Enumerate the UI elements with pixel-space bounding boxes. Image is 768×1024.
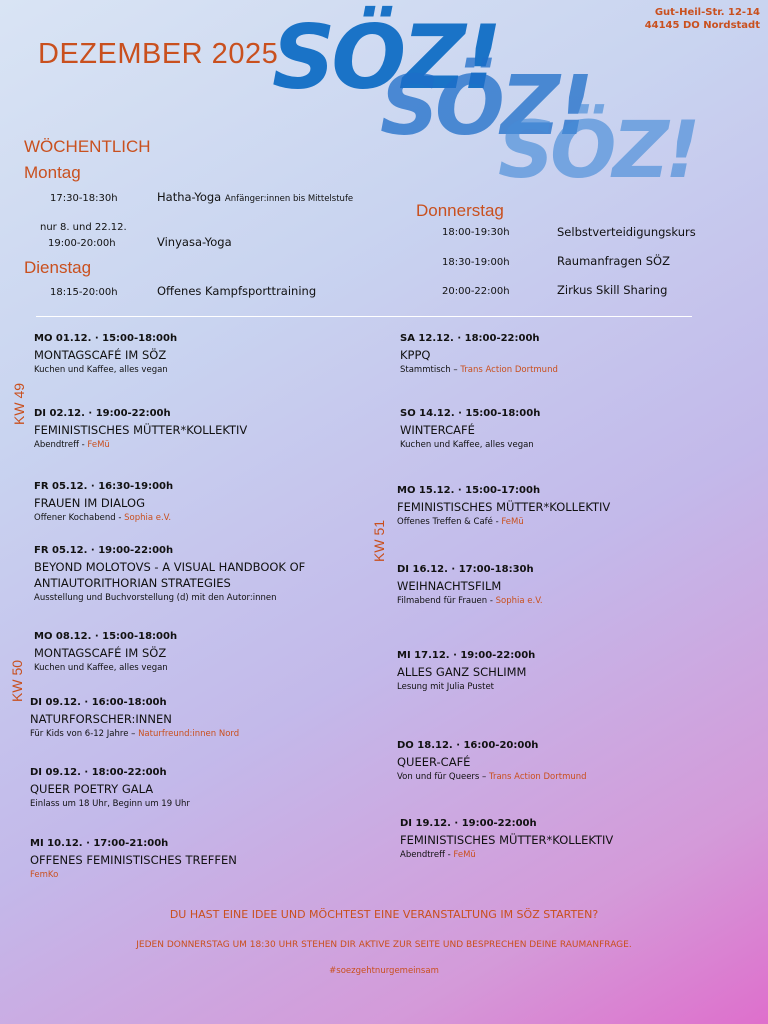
- event-head: DI 16.12. · 17:00-18:30h: [397, 564, 534, 575]
- weekly-heading: WÖCHENTLICH: [24, 137, 151, 156]
- event-right-7: [400, 818, 740, 860]
- hashtag: #soezgehtnurgemeinsam: [329, 966, 439, 976]
- event-title: WEIHNACHTSFILM: [397, 579, 502, 593]
- event-head: SO 14.12. · 15:00-18:00h: [400, 408, 541, 419]
- tuesday-title-1: Offenes Kampfsporttraining: [157, 284, 317, 298]
- event-sub: Abendtreff - FeMü: [34, 440, 110, 450]
- thursday-time-1: 18:00-19:30h: [442, 227, 510, 238]
- event-sub: Stammtisch – Trans Action Dortmund: [400, 365, 558, 375]
- kw-50-label: KW 50: [9, 659, 25, 702]
- event-title: ALLES GANZ SCHLIMM: [397, 665, 527, 679]
- event-head: DI 09.12. · 16:00-18:00h: [30, 697, 167, 708]
- event-sub: Kuchen und Kaffee, alles vegan: [34, 365, 168, 375]
- event-right-6: [397, 740, 737, 782]
- thursday-label: Donnerstag: [416, 201, 504, 220]
- thursday-time-2: 18:30-19:00h: [442, 257, 510, 268]
- event-head: MO 15.12. · 15:00-17:00h: [397, 485, 541, 496]
- address: [645, 6, 760, 32]
- event-title: QUEER POETRY GALA: [30, 782, 154, 796]
- event-title: NATURFORSCHER:INNEN: [30, 712, 172, 726]
- monday-label: Montag: [24, 163, 81, 182]
- event-title: OFFENES FEMINISTISCHES TREFFEN: [30, 853, 237, 867]
- event-head: FR 05.12. · 16:30-19:00h: [34, 481, 174, 492]
- event-right-3: [397, 485, 737, 527]
- event-left-5: [34, 631, 374, 673]
- event-sub: Lesung mit Julia Pustet: [397, 682, 495, 692]
- soz-logo-2: SÖZ!: [380, 59, 590, 154]
- event-head: SA 12.12. · 18:00-22:00h: [400, 333, 540, 344]
- page-title: DEZEMBER 2025: [38, 38, 279, 70]
- event-title: BEYOND MOLOTOVS - A VISUAL HANDBOOK OF ANTIAUTORITHORIAN STRATEGIES: [34, 560, 306, 590]
- event-sub: Kuchen und Kaffee, alles vegan: [400, 440, 534, 450]
- event-head: MO 08.12. · 15:00-18:00h: [34, 631, 178, 642]
- event-sub: Für Kids von 6-12 Jahre – Naturfreund:innen Nord: [30, 729, 240, 739]
- event-sub: Offenes Treffen & Café - FeMü: [397, 517, 524, 527]
- kw-49-label: KW 49: [11, 382, 27, 425]
- event-right-2: [400, 408, 740, 450]
- event-title: WINTERCAFÉ: [400, 423, 475, 437]
- event-left-7: [30, 767, 370, 809]
- event-left-2: [34, 408, 374, 450]
- event-head: FR 05.12. · 19:00-22:00h: [34, 545, 174, 556]
- thursday-title-1: Selbstverteidigungskurs: [557, 225, 696, 239]
- event-head: DI 02.12. · 19:00-22:00h: [34, 408, 171, 419]
- event-title: QUEER-CAFÉ: [397, 755, 471, 769]
- event-sub: Einlass um 18 Uhr, Beginn um 19 Uhr: [30, 799, 190, 809]
- event-sub: FemKo: [30, 870, 59, 880]
- event-left-6: [30, 697, 370, 739]
- event-sub: Filmabend für Frauen - Sophia e.V.: [397, 596, 543, 606]
- event-right-5: [397, 650, 737, 692]
- event-head: MI 17.12. · 19:00-22:00h: [397, 650, 536, 661]
- event-head: DO 18.12. · 16:00-20:00h: [397, 740, 539, 751]
- thursday-title-3: Zirkus Skill Sharing: [557, 283, 668, 297]
- monday-time-note-2: nur 8. und 22.12.: [40, 222, 127, 233]
- tuesday-time-1: 18:15-20:00h: [50, 287, 118, 298]
- monday-time-2: 19:00-20:00h: [48, 238, 116, 249]
- event-sub: Von und für Queers – Trans Action Dortmund: [397, 772, 587, 782]
- tuesday-label: Dienstag: [24, 258, 92, 277]
- event-left-1: [34, 333, 374, 375]
- soz-logo-3: SÖZ!: [498, 106, 697, 196]
- event-sub: Offener Kochabend - Sophia e.V.: [34, 513, 172, 523]
- address-street: Gut-Heil-Str. 12-14: [654, 7, 760, 18]
- event-title: MONTAGSCAFÉ IM SÖZ: [34, 348, 167, 362]
- monday-title-2: Vinyasa-Yoga: [157, 235, 232, 249]
- event-left-8: [30, 838, 370, 880]
- event-head: MO 01.12. · 15:00-18:00h: [34, 333, 178, 344]
- event-title: KPPQ: [400, 348, 431, 362]
- event-title: MONTAGSCAFÉ IM SÖZ: [34, 646, 167, 660]
- event-head: MI 10.12. · 17:00-21:00h: [30, 838, 169, 849]
- event-title: FEMINISTISCHES MÜTTER*KOLLEKTIV: [397, 500, 611, 514]
- address-city: 44145 DO Nordstadt: [644, 20, 760, 31]
- soz-logo-1: SÖZ!: [272, 6, 499, 109]
- event-head: DI 19.12. · 19:00-22:00h: [400, 818, 537, 829]
- event-left-3: [34, 481, 374, 523]
- cta-question: DU HAST EINE IDEE UND MÖCHTEST EINE VERANSTALTUNG IM SÖZ STARTEN?: [169, 908, 599, 921]
- event-title: FRAUEN IM DIALOG: [34, 496, 145, 510]
- event-sub: Kuchen und Kaffee, alles vegan: [34, 663, 168, 673]
- event-right-1: [400, 333, 740, 375]
- event-right-4: [397, 564, 737, 606]
- event-left-4: [34, 545, 334, 603]
- section-divider: [36, 316, 692, 317]
- monday-time-1: 17:30-18:30h: [50, 193, 118, 204]
- monday-item-1: [157, 190, 353, 204]
- monday-title-1: Hatha-Yoga: [157, 190, 222, 204]
- event-head: DI 09.12. · 18:00-22:00h: [30, 767, 167, 778]
- event-sub: Abendtreff - FeMü: [400, 850, 476, 860]
- event-title: FEMINISTISCHES MÜTTER*KOLLEKTIV: [34, 423, 248, 437]
- thursday-title-2: Raumanfragen SÖZ: [557, 254, 670, 268]
- event-title: FEMINISTISCHES MÜTTER*KOLLEKTIV: [400, 833, 614, 847]
- cta-info: JEDEN DONNERSTAG UM 18:30 UHR STEHEN DIR AKTIVE ZUR SEITE UND BESPRECHEN DEINE RAUMANFRAGE.: [136, 940, 632, 950]
- thursday-time-3: 20:00-22:00h: [442, 286, 510, 297]
- event-sub: Ausstellung und Buchvorstellung (d) mit den Autor:innen: [34, 593, 277, 603]
- kw-51-label: KW 51: [371, 519, 387, 562]
- monday-note-1: Anfänger:innen bis Mittelstufe: [224, 194, 354, 204]
